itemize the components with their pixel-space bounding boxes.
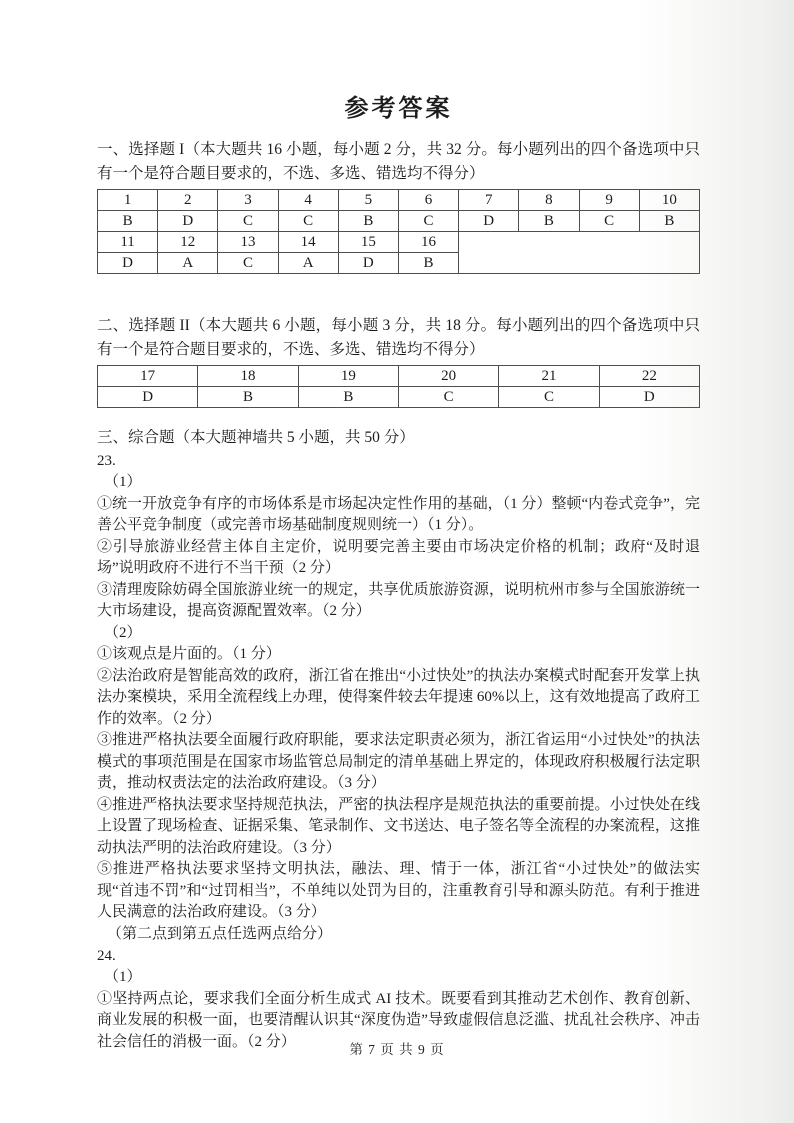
answer-cell: D — [98, 387, 198, 408]
answer-cell: C — [398, 387, 498, 408]
question-number-cell: 12 — [158, 232, 218, 253]
answer-cell: D — [599, 387, 699, 408]
q23-part2-label: （2） — [104, 624, 142, 641]
table-row — [98, 211, 700, 232]
q24-part1-label: （1） — [104, 969, 142, 985]
answer-cell: C — [218, 211, 278, 232]
question-number-cell: 7 — [459, 190, 519, 211]
question-number-cell: 4 — [278, 190, 338, 211]
table-row — [98, 190, 700, 211]
answer-cell: B — [98, 211, 158, 232]
question-number-cell: 22 — [599, 366, 699, 387]
answer-cell: C — [398, 211, 458, 232]
answer-cell: B — [198, 387, 298, 408]
answer-cell: D — [338, 253, 398, 274]
question-number-cell: 20 — [398, 366, 498, 387]
question-number-cell: 17 — [98, 366, 198, 387]
page-number-footer: 第 7 页 共 9 页 — [349, 1042, 445, 1057]
empty-merged-cell — [459, 232, 700, 274]
answer-cell: C — [499, 387, 599, 408]
answer-cell: B — [398, 253, 458, 274]
question-number-cell: 3 — [218, 190, 278, 211]
q23-part2-item-3: ③推进严格执法要全面履行政府职能，要求法定职责必须为，浙江省运用“小过快处”的执法模式的事项范围是在国家市场监管总局制定的清单基础上界定的，体现政府积极履行法定职责，推动权责法定的法治政府建设。（3 分） — [97, 732, 700, 791]
question-number-cell: 19 — [298, 366, 398, 387]
section2-answer-table — [97, 365, 700, 408]
answer-cell: D — [459, 211, 519, 232]
question-number-cell: 15 — [338, 232, 398, 253]
question-number-cell: 5 — [338, 190, 398, 211]
q24-number: 24. — [97, 948, 116, 964]
question-number-cell: 6 — [398, 190, 458, 211]
question-number-cell: 8 — [519, 190, 579, 211]
q23-part1-item-1: ①统一开放竞争有序的市场体系是市场起决定性作用的基础，（1 分）整顿“内卷式竞争”，完善公平竞争制度（或完善市场基础制度规则统一）（1 分）。 — [97, 495, 700, 533]
answer-cell: D — [158, 211, 218, 232]
q23-part1-item-2: ②引导旅游业经营主体自主定价，说明要完善主要由市场决定价格的机制；政府“及时退场”说明政府不进行不当干预（2 分） — [97, 538, 700, 576]
q23-part1-label: （1） — [104, 474, 142, 490]
q23-part2-item-2: ②法治政府是智能高效的政府，浙江省在推出“小过快处”的执法办案模式时配套开发掌上执法办案模块，采用全流程线上办理，使得案件较去年提速 60%以上，这有效地提高了政府工作的效率。（2 分） — [97, 667, 700, 727]
answer-cell: B — [519, 211, 579, 232]
table-row — [98, 366, 700, 387]
question-number-cell: 1 — [98, 190, 158, 211]
q23-part2-item-5: ⑤推进严格执法要求坚持文明执法，融法、理、情于一体，浙江省“小过快处”的做法实现“首违不罚”和“过罚相当”，不单纯以处罚为目的，注重教育引导和源头防范。有利于推进人民满意的法治政府建设。（3 分） — [97, 861, 700, 920]
section1-answer-table — [97, 189, 700, 274]
answer-cell: C — [579, 211, 639, 232]
q23-part2-item-1: ①该观点是片面的。（1 分） — [97, 646, 281, 662]
answer-cell: B — [338, 211, 398, 232]
question-number-cell: 11 — [98, 232, 158, 253]
table-row — [98, 387, 700, 408]
section1-heading: 一、选择题 I（本大题共 16 小题，每小题 2 分，共 32 分。每小题列出的四个备选项中只有一个是符合题目要求的，不选、多选、错选均不得分） — [97, 141, 700, 182]
question-number-cell: 9 — [579, 190, 639, 211]
answer-cell: A — [158, 253, 218, 274]
question-number-cell: 18 — [198, 366, 298, 387]
q23-part2-item-4: ④推进严格执法要求坚持规范执法，严密的执法程序是规范执法的重要前提。小过快处在线上设置了现场检查、证据采集、笔录制作、文书送达、电子签名等全流程的办案流程，这推动执法严明的法治政府建设。（3 分） — [97, 796, 700, 856]
question-number-cell: 2 — [158, 190, 218, 211]
q23-part1-item-3: ③清理废除妨碍全国旅游业统一的规定，共享优质旅游资源，说明杭州市参与全国旅游统一大市场建设，提高资源配置效率。（2 分） — [97, 581, 700, 619]
answer-cell: C — [218, 253, 278, 274]
answer-cell: B — [298, 387, 398, 408]
q24-part1-item-1: ①坚持两点论，要求我们全面分析生成式 AI 技术。既要看到其推动艺术创作、教育创新、商业发展的积极一面，也要清醒认识其“深度伪造”导致虚假信息泛滥、扰乱社会秩序、冲击社会信任的消极一面。（2 分） — [97, 990, 700, 1050]
question-number-cell: 21 — [499, 366, 599, 387]
page-title: 参考答案 — [344, 96, 453, 122]
question-number-cell: 10 — [639, 190, 699, 211]
q23-number: 23. — [97, 453, 116, 469]
question-number-cell: 16 — [398, 232, 458, 253]
table-row — [98, 232, 700, 253]
answer-cell: C — [278, 211, 338, 232]
question-number-cell: 13 — [218, 232, 278, 253]
answer-cell: D — [98, 253, 158, 274]
section2-heading: 二、选择题 II（本大题共 6 小题，每小题 3 分，共 18 分。每小题列出的四个备选项中只有一个是符合题目要求的，不选、多选、错选均不得分） — [97, 317, 700, 358]
question-number-cell: 14 — [278, 232, 338, 253]
answer-cell: A — [278, 253, 338, 274]
section3-heading: 三、综合题（本大题神墙共 5 小题，共 50 分） — [97, 429, 415, 446]
q23-scoring-note: （第二点到第五点任选两点给分） — [107, 925, 333, 942]
answer-cell: B — [639, 211, 699, 232]
